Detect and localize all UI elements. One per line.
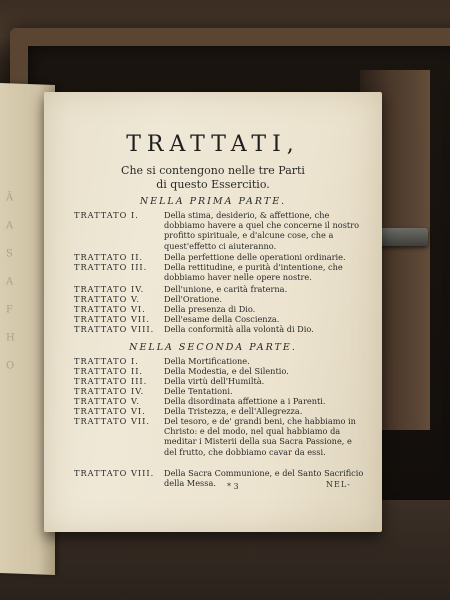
- treatise-number: TRATTATO III.: [74, 262, 148, 272]
- treatise-title: Della presenza di Dio.: [164, 304, 256, 314]
- treatise-number: TRATTATO I.: [74, 210, 139, 220]
- treatise-number: TRATTATO VII.: [74, 416, 150, 426]
- treatise-number: TRATTATO VI.: [74, 304, 146, 314]
- catchword: NEL-: [326, 480, 351, 489]
- section-heading-prima: NELLA PRIMA PARTE.: [139, 196, 287, 207]
- treatise-number: TRATTATO I.: [74, 356, 139, 366]
- treatise-title: Delle Tentationi.: [164, 386, 233, 396]
- subtitle-line-2: di questo Essercitio.: [156, 178, 270, 191]
- treatise-title: Della virtù dell'Humiltà.: [164, 376, 265, 386]
- book-page: [44, 92, 382, 532]
- page-subtitle: [44, 164, 382, 192]
- treatise-title: Della conformità alla volontà di Dio.: [164, 324, 314, 334]
- treatise-number: TRATTATO II.: [74, 252, 144, 262]
- treatise-number: TRATTATO II.: [74, 366, 144, 376]
- treatise-title: Dell'unione, e carità fraterna.: [164, 284, 288, 294]
- treatise-number: TRATTATO IV.: [74, 386, 145, 396]
- treatise-title: Della Mortificatione.: [164, 356, 250, 366]
- treatise-title: Della perfettione delle operationi ordinarie.: [164, 252, 346, 262]
- treatise-number: TRATTATO III.: [74, 376, 148, 386]
- page-title: TRATTATI,: [126, 132, 300, 157]
- treatise-title: Della Tristezza, e dell'Allegrezza.: [164, 406, 303, 416]
- treatise-number: TRATTATO IV.: [74, 284, 145, 294]
- treatise-title: Della Modestia, e del Silentio.: [164, 366, 289, 376]
- subtitle-line-1: Che si contengono nelle tre Parti: [121, 164, 305, 177]
- treatise-title: Della disordinata affettione a i Parenti.: [164, 396, 326, 406]
- show-through-text: Ä A S A F H O: [6, 192, 16, 372]
- treatise-number: TRATTATO V.: [74, 396, 141, 406]
- treatise-title: Della rettitudine, e purità d'intentione, che dobbiamo haver nelle opere nostre.: [164, 262, 343, 283]
- treatise-title: Del tesoro, e de' grandi beni, che habbiamo in Christo: e del modo, nel qual habbiamo da meditar i Misterii della sua Sacra Passione, e del frutto, che dobbiamo cavar da essi.: [164, 416, 356, 457]
- treatise-number: TRATTATO VII.: [74, 314, 150, 324]
- treatise-title: Della stima, desiderio, & affettione, che dobbiamo havere a quel che concerne il nostro profitto spirituale, e d'alcune cose, che a quest'effetto ci aiuteranno.: [164, 210, 360, 251]
- treatise-number: TRATTATO VIII.: [74, 324, 155, 334]
- treatise-number: TRATTATO V.: [74, 294, 141, 304]
- treatise-title: Della Sacra Communione, e del Santo Sacrificio della Messa.: [164, 468, 364, 489]
- section-heading-seconda: NELLA SECONDA PARTE.: [129, 342, 297, 353]
- treatise-number: TRATTATO VI.: [74, 406, 146, 416]
- signature-mark: * 3: [227, 482, 239, 491]
- treatise-title: Dell'esame della Coscienza.: [164, 314, 280, 324]
- treatise-title: Dell'Oratione.: [164, 294, 222, 304]
- treatise-number: TRATTATO VIII.: [74, 468, 155, 478]
